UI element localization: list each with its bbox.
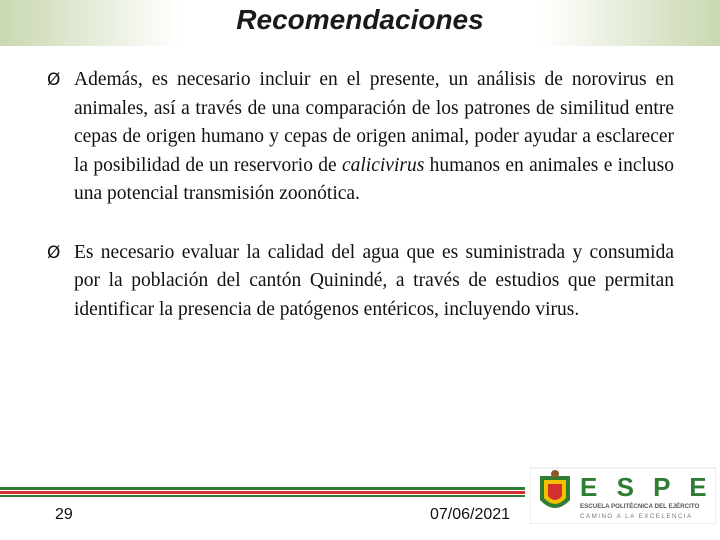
bullet-1-text-start: Además, es necesario incluir en el presente, un análisis de norovirus en animales, así a través de una comparación de los patrones de similitud entre cepas de origen humano y cepas de origen animal, poder ayudar a esclarecer la posibilidad de un reservorio de xyxy=(74,69,674,176)
bullet-item-1 xyxy=(47,66,674,209)
slide-date: 07/06/2021 xyxy=(430,506,511,523)
page-number: 29 xyxy=(55,506,73,523)
bullet-list xyxy=(47,66,674,324)
arrow-bullet-icon: Ø xyxy=(47,242,61,263)
bullet-1-italic-term: calicivirus xyxy=(341,154,425,176)
logo-line-1: ESCUELA POLITÉCNICA DEL EJÉRCITO xyxy=(580,503,700,510)
bullet-2-text: Es necesario evaluar la calidad del agua que es suministrada y consumida por la población del cantón Quinindé, a través de estudios que permitan identificar la presencia de patógenos entéricos, incluyendo virus. xyxy=(74,241,674,320)
bullet-1-text-end: humanos en animales e incluso una potencial transmisión zoonótica. xyxy=(74,154,674,204)
slide-title: Recomendaciones xyxy=(236,4,484,35)
arrow-bullet-icon: Ø xyxy=(47,70,61,90)
logo-name: E S P E xyxy=(580,472,713,502)
footer-stripe xyxy=(0,487,525,497)
logo-line-2: CAMINO A LA EXCELENCIA xyxy=(580,513,693,520)
espe-logo xyxy=(530,466,716,524)
bullet-item-2 xyxy=(47,239,674,325)
